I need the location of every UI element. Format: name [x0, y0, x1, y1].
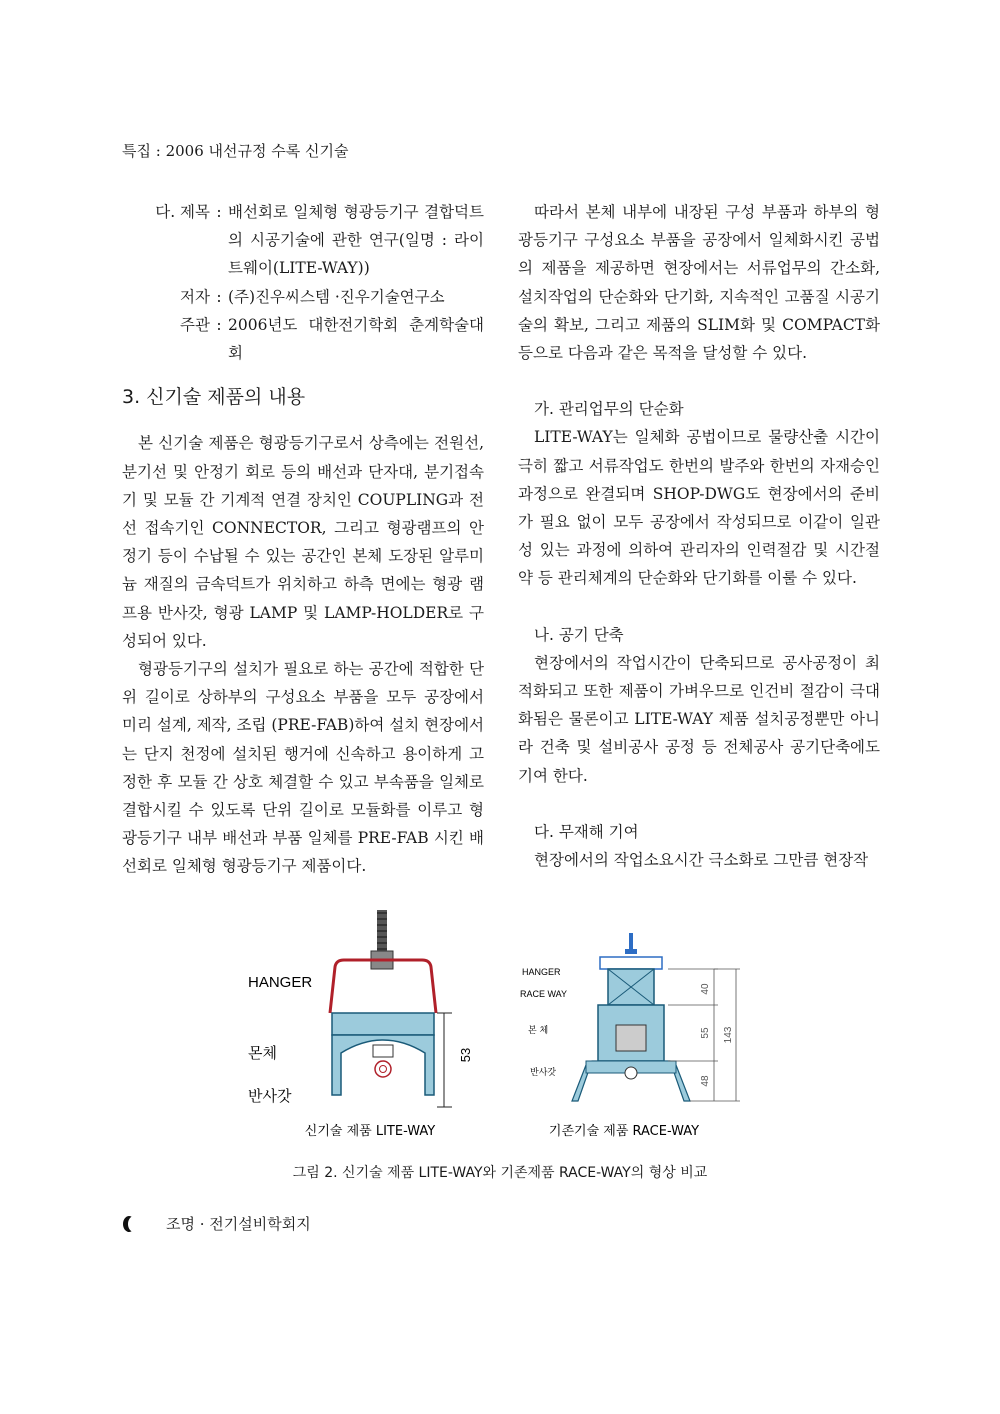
meta-author-row [148, 283, 484, 311]
dimension-40: 40 [700, 983, 711, 995]
page-footer [122, 1213, 311, 1234]
hanger-bracket [600, 957, 662, 969]
meta-separator: : [216, 315, 222, 334]
label-reflector: 반사갓 [248, 1087, 292, 1105]
subsection-title: 다. 무재해 기여 [534, 822, 639, 841]
label-raceway: RACE WAY [520, 989, 568, 999]
left-column [122, 198, 484, 881]
dimension-55: 55 [700, 1027, 711, 1039]
label-body: 몬체 [248, 1044, 277, 1062]
label-hanger: HANGER [522, 967, 561, 977]
lamp [625, 1067, 637, 1079]
body-paragraph: 현장에서의 작업시간이 단축되므로 공사공정이 최적화되고 또한 제품이 가벼우므로 인건비 절감이 극대화됨은 물론이고 LITE-WAY 제품 설치공정뿐만 아니라 건축 및 설비공사 공정 등 전체공사 공기단축에도 기여 한다. [518, 653, 880, 785]
race-way-caption: 기존기술 제품 RACE-WAY [548, 1124, 700, 1139]
race-way-drawing [520, 933, 740, 1139]
dimension-53: 53 [458, 1047, 473, 1063]
comparison-figure [240, 905, 760, 1145]
meta-host-row [148, 311, 484, 367]
section-title: 3. 신기술 제품의 내용 [122, 386, 306, 409]
body-paragraph: 현장에서의 작업소요시간 극소화로 그만큼 현장작 [534, 851, 869, 870]
body-paragraph: 본 신기술 제품은 형광등기구로서 상측에는 전원선, 분기선 및 안정기 회로 등의 배선과 단자대, 분기접속기 및 모듈 간 기계적 연결 장치인 COUPLING과 전선 접속기인 CONNECTOR, 그리고 형광램프의 안정기 등이 수납될 수 있는 공간인 본체 도장된 알루미늄 재질의 금속덕트가 위치하고 하측 면에는 형광 램프용 반사갓, 형광 LAMP 및 LAMP-HOLDER로 구성되어 있다. [122, 434, 484, 650]
figure-caption: 그림 2. 신기술 제품 LITE-WAY와 기존제품 RACE-WAY의 형상 비교 [292, 1165, 708, 1181]
journal-name: 조명 · 전기설비학회지 [166, 1215, 311, 1233]
lite-way-caption: 신기술 제품 LITE-WAY [304, 1124, 436, 1139]
label-reflector: 반사갓 [530, 1068, 557, 1078]
hanger-nut [371, 951, 393, 959]
meta-title-value: 배선회로 일체형 형광등기구 결합덕트의 시공기술에 관한 연구(일명 : 라이트웨이(LITE-WAY)) [228, 203, 484, 278]
meta-title-row [148, 198, 484, 283]
meta-host-key: 주관 [180, 315, 210, 334]
right-column [518, 198, 880, 874]
dimension-48: 48 [700, 1075, 711, 1087]
subsection-title: 나. 공기 단축 [534, 625, 624, 644]
body-paragraph: 형광등기구의 설치가 필요로 하는 공간에 적합한 단위 길이로 상하부의 구성요소 부품을 모두 공장에서 미리 설계, 제작, 조립 (PRE-FAB)하여 설치 현장에서는 단지 천정에 설치된 행거에 신속하고 용이하게 고정한 후 모듈 간 상호 체결할 수 있고 부속품을 일체로 결합시킬 수 있도록 단위 길이로 모듈화를 이루고 형광등기구 내부 배선과 부품 일체를 PRE-FAB 시킨 배선회로 일체형 형광등기구 제품이다. [122, 660, 485, 876]
label-body: 본 체 [528, 1026, 549, 1036]
meta-author-key: 저자 [180, 287, 210, 306]
label-hanger: HANGER [248, 974, 313, 991]
subsection-title: 가. 관리업무의 단순화 [534, 400, 684, 419]
meta-author-value: (주)진우씨스템 ·진우기술연구소 [228, 287, 445, 306]
body-paragraph: 따라서 본체 내부에 내장된 구성 부품과 하부의 형광등기구 구성요소 부품을 공장에서 일체화시킨 공법의 제품을 제공하면 현장에서는 서류업무의 간소화, 설치작업의 단순화와 단기화, 지속적인 고품질 시공기술의 확보, 그리고 제품의 SLIM화 및 COMPACT화 등으로 다음과 같은 목적을 달성할 수 있다. [518, 203, 880, 363]
lite-way-drawing [248, 910, 473, 1139]
meta-separator: : [216, 287, 222, 306]
body-paragraph: LITE-WAY는 일체화 공법이므로 물량산출 시간이 극히 짧고 서류작업도 한번의 발주와 한번의 자재승인과정으로 완결되며 SHOP-DWG도 현장에서의 준비가 필요 없이 모두 공장에서 작성되므로 이같이 일관성 있는 과정에 의하여 관리자의 인력절감 및 시간절약 등 관리체계의 단순화와 단기화를 이룰 수 있다. [518, 428, 880, 588]
paper-meta [148, 198, 484, 367]
running-header: 특집 : 2006 내선규정 수록 신기술 [122, 142, 349, 160]
meta-separator: : [216, 203, 222, 221]
crescent-moon-icon [128, 1216, 140, 1232]
lamp [375, 1061, 391, 1077]
meta-host-value: 2006년도 대한전기학회 춘계학술대회 [228, 315, 484, 363]
dimension-143: 143 [723, 1026, 734, 1044]
threaded-rod [629, 933, 633, 951]
meta-title-key: 다. 제목 [155, 203, 210, 221]
duct-body [332, 1013, 434, 1035]
